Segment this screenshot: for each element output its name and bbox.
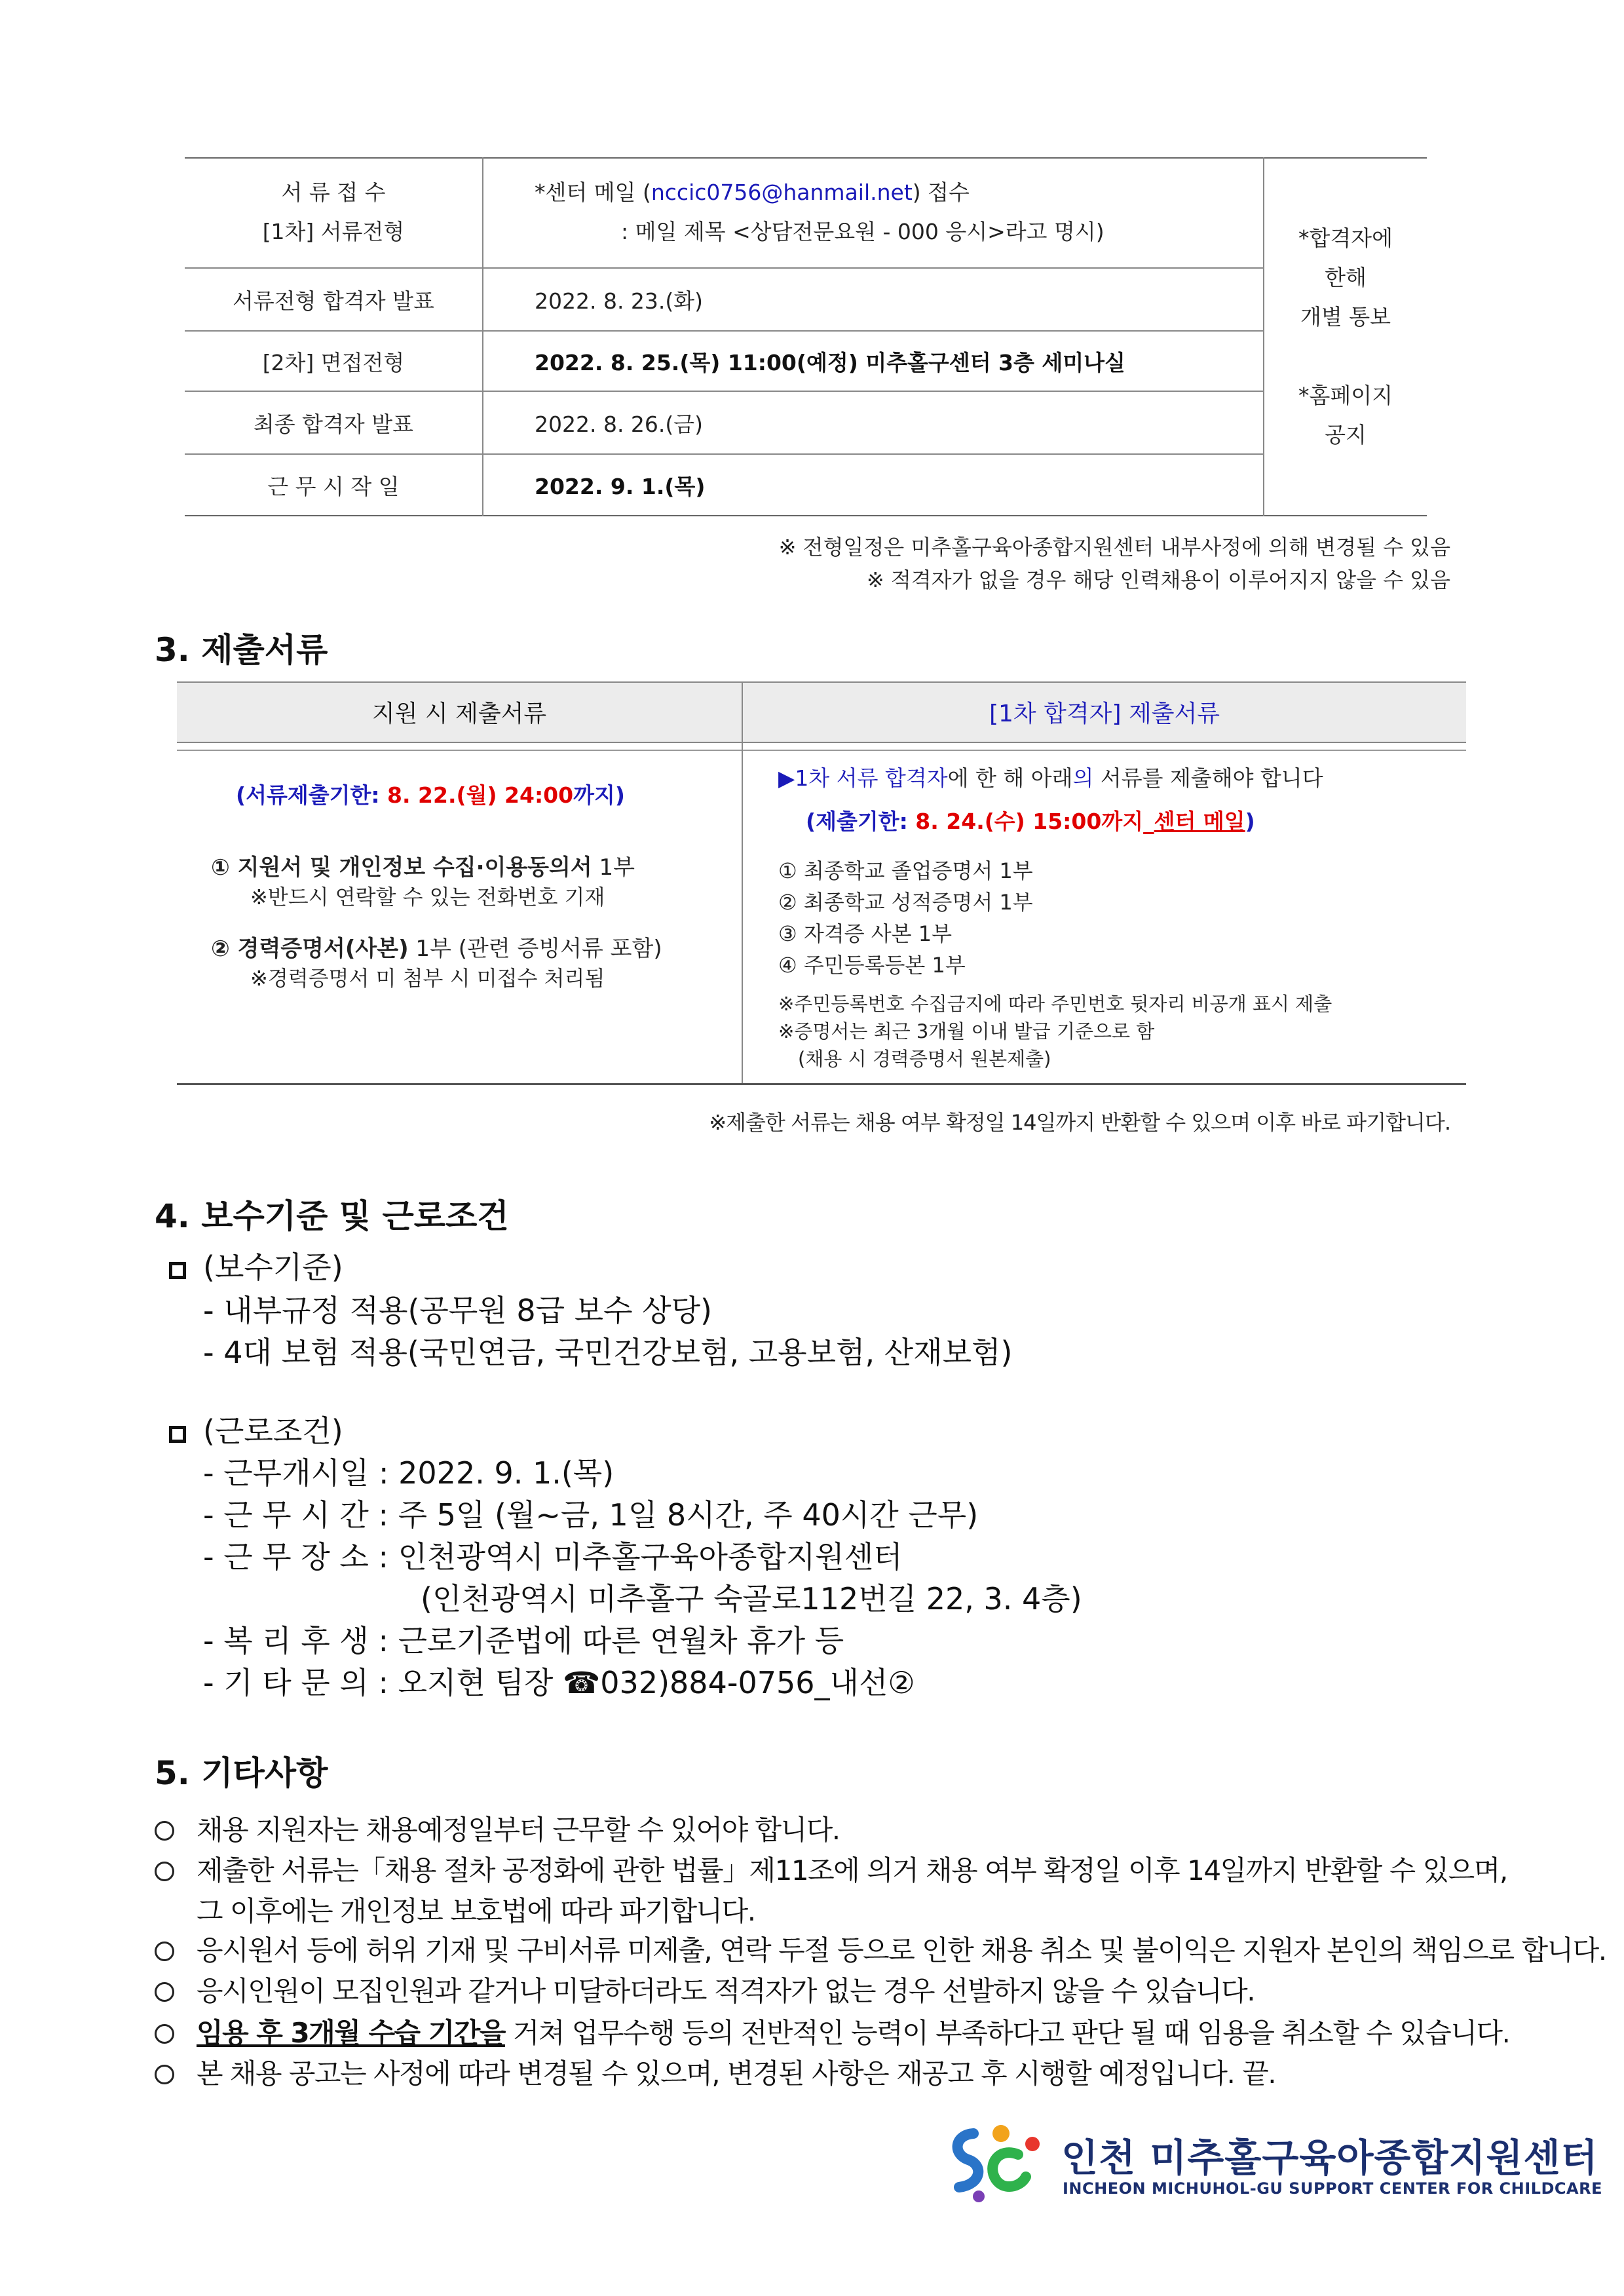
schedule-label-start-date: 근 무 시 작 일 xyxy=(267,473,400,499)
work-item-2: - 근 무 시 간 : 주 5일 (월~금, 1일 8시간, 주 40시간 근무) xyxy=(203,1497,979,1533)
section4-title: 4. 보수기준 및 근로조건 xyxy=(155,1197,509,1235)
work-item-5: - 기 타 문 의 : 오지현 팀장 ☎032)884-0756_내선② xyxy=(203,1665,915,1700)
schedule-value-final-result: 2022. 8. 26.(금) xyxy=(535,411,704,437)
schedule-value-document-result: 2022. 8. 23.(화) xyxy=(535,288,704,314)
documents-footer-note: ※제출한 서류는 채용 여부 확정일 14일까지 반환할 수 있으며 이후 바로 파기합니다. xyxy=(709,1110,1450,1135)
etc-item-2: 제출한 서류는「채용 절차 공정화에 관한 법률」제11조에 의거 채용 여부 확정일 이후 14일까지 반환할 수 있으며, xyxy=(155,1849,1507,1888)
circle-bullet-icon xyxy=(155,2065,174,2084)
circle-bullet-icon xyxy=(155,2024,174,2044)
schedule-note-1: ※ 전형일정은 미추홀구육아종합지원센터 내부사정에 의해 변경될 수 있음 xyxy=(778,535,1450,560)
circle-bullet-icon xyxy=(155,1942,174,1961)
etc-item-6: 본 채용 공고는 사정에 따라 변경될 수 있으며, 변경된 사항은 재공고 후 시행할 예정입니다. 끝. xyxy=(155,2052,1275,2092)
work-item-3: - 근 무 장 소 : 인천광역시 미추홀구육아종합지원센터 xyxy=(203,1539,903,1575)
etc-item-3: 응시원서 등에 허위 기재 및 구비서류 미제출, 연락 두절 등으로 인한 채용 취소 및 불이익은 지원자 본인의 책임으로 합니다. xyxy=(155,1929,1606,1968)
work-item-3-address: (인천광역시 미추홀구 숙골로112번길 22, 3. 4층) xyxy=(421,1581,1082,1617)
etc-item-5: 임용 후 3개월 수습 기간을 거쳐 업무수행 등의 전반적인 능력이 부족하다고 판단 될 때 임용을 취소할 수 있습니다. xyxy=(155,2012,1509,2051)
pay-item-2: - 4대 보험 적용(국민연금, 국민건강보험, 고용보험, 산재보험) xyxy=(203,1335,1013,1370)
pay-heading: (보수기준) xyxy=(169,1244,343,1287)
schedule-value-document-receipt: *센터 메일 (nccic0756@hanmail.net) 접수 : 메일 제목 <상담전문요원 - 000 응시>라고 명시) xyxy=(535,180,1105,244)
section3-title: 3. 제출서류 xyxy=(155,631,328,669)
right-note-3: (채용 시 경력증명서 원본제출) xyxy=(798,1048,1051,1070)
schedule-value-start-date: 2022. 9. 1.(목) xyxy=(535,473,706,499)
center-email-link[interactable]: nccic0756@hanmail.net xyxy=(651,180,913,205)
circle-bullet-icon xyxy=(155,1862,174,1881)
section5-title: 5. 기타사항 xyxy=(155,1754,328,1792)
schedule-label-interview: [2차] 면접전형 xyxy=(262,349,405,375)
left-item-1-note: ※반드시 연락할 수 있는 전화번호 기재 xyxy=(250,885,605,909)
right-deadline: (제출기한: 8. 24.(수) 15:00까지_센터 메일) xyxy=(806,809,1255,834)
right-item-2: ② 최종학교 성적증명서 1부 xyxy=(778,890,1033,915)
schedule-note-2: ※ 적격자가 없을 경우 해당 인력채용이 이루어지지 않을 수 있음 xyxy=(866,567,1450,592)
schedule-table xyxy=(185,157,1427,516)
right-note-1: ※주민등록번호 수집금지에 따라 주민번호 뒷자리 비공개 표시 제출 xyxy=(778,993,1332,1015)
left-item-1: ① 지원서 및 개인정보 수집·이용동의서 1부 xyxy=(211,854,635,881)
left-deadline: (서류제출기한: 8. 22.(월) 24:00까지) xyxy=(236,782,625,808)
documents-left-header: 지원 시 제출서류 xyxy=(371,700,547,727)
center-logo-name-kr: 인천 미추홀구육아종합지원센터 xyxy=(1061,2135,1598,2180)
right-note-2: ※증명서는 최근 3개월 이내 발급 기준으로 함 xyxy=(778,1020,1155,1043)
left-item-2-note: ※경력증명서 미 첨부 시 미접수 처리됨 xyxy=(250,966,605,991)
etc-item-1: 채용 지원자는 채용예정일부터 근무할 수 있어야 합니다. xyxy=(155,1808,840,1848)
checkbox-square-icon xyxy=(169,1426,186,1443)
pay-item-1: - 내부규정 적용(공무원 8급 보수 상당) xyxy=(203,1293,712,1328)
left-item-2: ② 경력증명서(사본) 1부 (관련 증빙서류 포함) xyxy=(211,936,662,962)
checkbox-square-icon xyxy=(169,1262,186,1279)
work-heading: (근로조건) xyxy=(169,1407,343,1451)
circle-bullet-icon xyxy=(155,1821,174,1841)
circle-bullet-icon xyxy=(155,1982,174,2002)
right-item-3: ③ 자격증 사본 1부 xyxy=(778,921,953,946)
right-item-4: ④ 주민등록등본 1부 xyxy=(778,953,966,978)
etc-item-4: 응시인원이 모집인원과 같거나 미달하더라도 적격자가 없는 경우 선발하지 않을 수 있습니다. xyxy=(155,1970,1255,2009)
etc-item-2-cont: 그 이후에는 개인정보 보호법에 따라 파기합니다. xyxy=(197,1895,755,1927)
schedule-label-document-result: 서류전형 합격자 발표 xyxy=(233,288,434,314)
documents-table xyxy=(177,681,1466,1085)
documents-right-header: [1차 합격자] 제출서류 xyxy=(989,700,1220,727)
schedule-label-final-result: 최종 합격자 발표 xyxy=(253,411,414,437)
right-item-1: ① 최종학교 졸업증명서 1부 xyxy=(778,858,1033,883)
schedule-side-note: *합격자에 한해 개별 통보 *홈페이지 공지 xyxy=(1298,225,1393,448)
schedule-value-interview: 2022. 8. 25.(목) 11:00(예정) 미추홀구센터 3층 세미나실 xyxy=(535,349,1125,375)
center-logo-icon xyxy=(941,2114,1052,2212)
work-item-1: - 근무개시일 : 2022. 9. 1.(목) xyxy=(203,1455,614,1491)
center-logo-name-en: INCHEON MICHUHOL-GU SUPPORT CENTER FOR CHILDCARE xyxy=(1063,2179,1602,2198)
work-item-4: - 복 리 후 생 : 근로기준법에 따른 연월차 휴가 등 xyxy=(203,1623,844,1658)
schedule-label-document-receipt: 서 류 접 수 [1차] 서류전형 xyxy=(262,180,405,244)
right-intro: ▶1차 서류 합격자에 한 해 아래의 서류를 제출해야 합니다 xyxy=(778,765,1323,791)
